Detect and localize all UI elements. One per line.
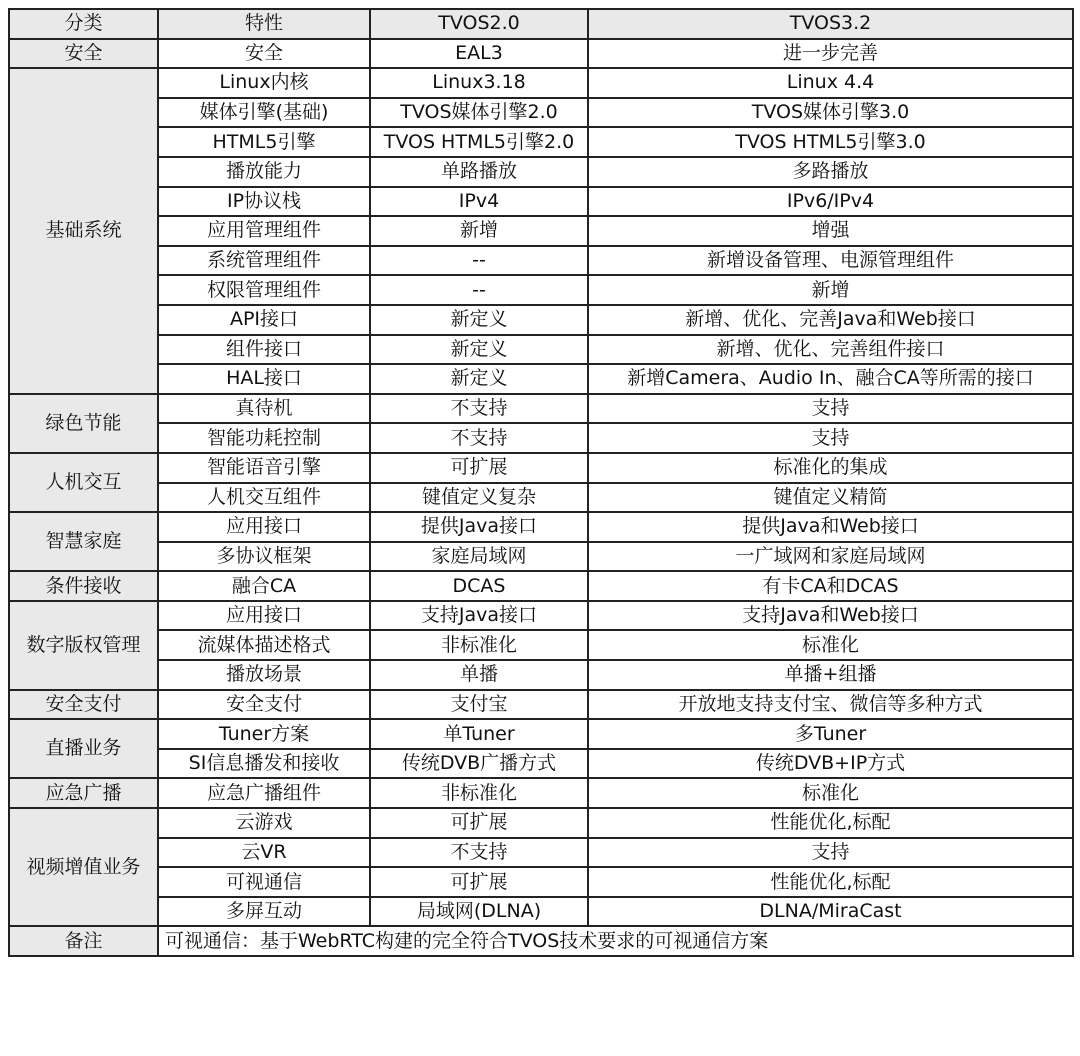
table-row [9,749,1073,779]
feature-cell: 应用接口 [158,512,370,542]
tvos32-cell: 单播+组播 [588,660,1073,690]
table-row [9,127,1073,157]
tvos32-cell: 新增设备管理、电源管理组件 [588,246,1073,276]
table-header [9,9,1073,39]
tvos32-cell: 标准化 [588,778,1073,808]
table-row [9,897,1073,927]
table-row [9,187,1073,217]
table-row [9,305,1073,335]
tvos32-cell: 支持 [588,838,1073,868]
tvos-comparison-table [8,8,1074,957]
feature-cell: 多协议框架 [158,542,370,572]
feature-cell: Linux内核 [158,68,370,98]
tvos32-cell: 新增Camera、Audio In、融合CA等所需的接口 [588,364,1073,394]
category-cell: 绿色节能 [9,394,158,453]
tvos32-cell: TVOS媒体引擎3.0 [588,98,1073,128]
tvos32-cell: 新增 [588,275,1073,305]
tvos20-cell: EAL3 [370,39,588,69]
tvos20-cell: -- [370,246,588,276]
table-row [9,98,1073,128]
tvos20-cell: 局域网(DLNA) [370,897,588,927]
table-row [9,512,1073,542]
tvos20-cell: TVOS HTML5引擎2.0 [370,127,588,157]
table-row [9,542,1073,572]
feature-cell: 云游戏 [158,808,370,838]
feature-cell: SI信息播发和接收 [158,749,370,779]
tvos32-cell: DLNA/MiraCast [588,897,1073,927]
tvos32-cell: 标准化 [588,630,1073,660]
tvos20-cell: 新定义 [370,305,588,335]
feature-cell: 人机交互组件 [158,483,370,513]
header-row [9,9,1073,39]
table-row [9,601,1073,631]
feature-cell: 播放场景 [158,660,370,690]
tvos32-cell: 键值定义精简 [588,483,1073,513]
tvos32-cell: TVOS HTML5引擎3.0 [588,127,1073,157]
tvos20-cell: 非标准化 [370,778,588,808]
table-row [9,867,1073,897]
tvos32-cell: 传统DVB+IP方式 [588,749,1073,779]
table-row [9,660,1073,690]
table-row [9,571,1073,601]
table-row [9,690,1073,720]
category-cell: 数字版权管理 [9,601,158,690]
remark-text: 可视通信：基于WebRTC构建的完全符合TVOS技术要求的可视通信方案 [158,926,1073,956]
tvos32-cell: 支持 [588,423,1073,453]
category-cell: 基础系统 [9,68,158,394]
feature-cell: HAL接口 [158,364,370,394]
feature-cell: 应用管理组件 [158,216,370,246]
tvos32-cell: 性能优化,标配 [588,808,1073,838]
tvos20-cell: 新定义 [370,364,588,394]
category-cell: 人机交互 [9,453,158,512]
table-row [9,719,1073,749]
feature-cell: IP协议栈 [158,187,370,217]
feature-cell: 组件接口 [158,335,370,365]
feature-cell: 安全支付 [158,690,370,720]
tvos32-cell: IPv6/IPv4 [588,187,1073,217]
feature-cell: 播放能力 [158,157,370,187]
table-row [9,423,1073,453]
table-row [9,68,1073,98]
table-row [9,275,1073,305]
header-feature: 特性 [158,9,370,39]
category-cell: 视频增值业务 [9,808,158,926]
feature-cell: 应急广播组件 [158,778,370,808]
tvos32-cell: 新增、优化、完善组件接口 [588,335,1073,365]
table-row [9,483,1073,513]
tvos32-cell: 性能优化,标配 [588,867,1073,897]
header-tvos32: TVOS3.2 [588,9,1073,39]
tvos20-cell: 支持Java接口 [370,601,588,631]
feature-cell: HTML5引擎 [158,127,370,157]
table-row [9,216,1073,246]
tvos32-cell: 有卡CA和DCAS [588,571,1073,601]
tvos20-cell: 键值定义复杂 [370,483,588,513]
tvos20-cell: 不支持 [370,838,588,868]
tvos20-cell: 家庭局域网 [370,542,588,572]
tvos20-cell: 非标准化 [370,630,588,660]
feature-cell: 应用接口 [158,601,370,631]
table-row [9,157,1073,187]
tvos20-cell: -- [370,275,588,305]
tvos32-cell: 支持Java和Web接口 [588,601,1073,631]
tvos20-cell: 单路播放 [370,157,588,187]
feature-cell: 流媒体描述格式 [158,630,370,660]
feature-cell: 系统管理组件 [158,246,370,276]
tvos20-cell: 支付宝 [370,690,588,720]
tvos20-cell: 单播 [370,660,588,690]
feature-cell: 真待机 [158,394,370,424]
tvos20-cell: IPv4 [370,187,588,217]
table-row [9,246,1073,276]
category-cell: 直播业务 [9,719,158,778]
header-tvos20: TVOS2.0 [370,9,588,39]
tvos20-cell: 提供Java接口 [370,512,588,542]
tvos20-cell: 可扩展 [370,453,588,483]
remark-label: 备注 [9,926,158,956]
feature-cell: 智能语音引擎 [158,453,370,483]
category-cell: 条件接收 [9,571,158,601]
tvos20-cell: 可扩展 [370,867,588,897]
category-cell: 安全 [9,39,158,69]
tvos32-cell: 标准化的集成 [588,453,1073,483]
comparison-table-container [8,8,1074,957]
tvos32-cell: 一广域网和家庭局域网 [588,542,1073,572]
tvos20-cell: 不支持 [370,394,588,424]
tvos32-cell: 开放地支持支付宝、微信等多种方式 [588,690,1073,720]
feature-cell: API接口 [158,305,370,335]
tvos20-cell: 传统DVB广播方式 [370,749,588,779]
feature-cell: 多屏互动 [158,897,370,927]
header-category: 分类 [9,9,158,39]
category-cell: 智慧家庭 [9,512,158,571]
feature-cell: 可视通信 [158,867,370,897]
category-cell: 安全支付 [9,690,158,720]
tvos20-cell: 单Tuner [370,719,588,749]
table-row [9,39,1073,69]
table-row [9,778,1073,808]
tvos20-cell: TVOS媒体引擎2.0 [370,98,588,128]
tvos32-cell: 多Tuner [588,719,1073,749]
tvos32-cell: 新增、优化、完善Java和Web接口 [588,305,1073,335]
table-row [9,808,1073,838]
tvos32-cell: 进一步完善 [588,39,1073,69]
tvos32-cell: 增强 [588,216,1073,246]
tvos32-cell: Linux 4.4 [588,68,1073,98]
feature-cell: 云VR [158,838,370,868]
tvos20-cell: DCAS [370,571,588,601]
tvos20-cell: 新定义 [370,335,588,365]
tvos20-cell: Linux3.18 [370,68,588,98]
tvos20-cell: 可扩展 [370,808,588,838]
category-cell: 应急广播 [9,778,158,808]
feature-cell: Tuner方案 [158,719,370,749]
tvos20-cell: 不支持 [370,423,588,453]
table-row [9,394,1073,424]
tvos32-cell: 支持 [588,394,1073,424]
feature-cell: 媒体引擎(基础) [158,98,370,128]
table-row [9,838,1073,868]
tvos20-cell: 新增 [370,216,588,246]
feature-cell: 融合CA [158,571,370,601]
remark-row [9,926,1073,956]
table-row [9,453,1073,483]
table-row [9,364,1073,394]
feature-cell: 权限管理组件 [158,275,370,305]
feature-cell: 安全 [158,39,370,69]
table-row [9,630,1073,660]
table-row [9,335,1073,365]
tvos32-cell: 提供Java和Web接口 [588,512,1073,542]
table-body [9,39,1073,956]
tvos32-cell: 多路播放 [588,157,1073,187]
feature-cell: 智能功耗控制 [158,423,370,453]
